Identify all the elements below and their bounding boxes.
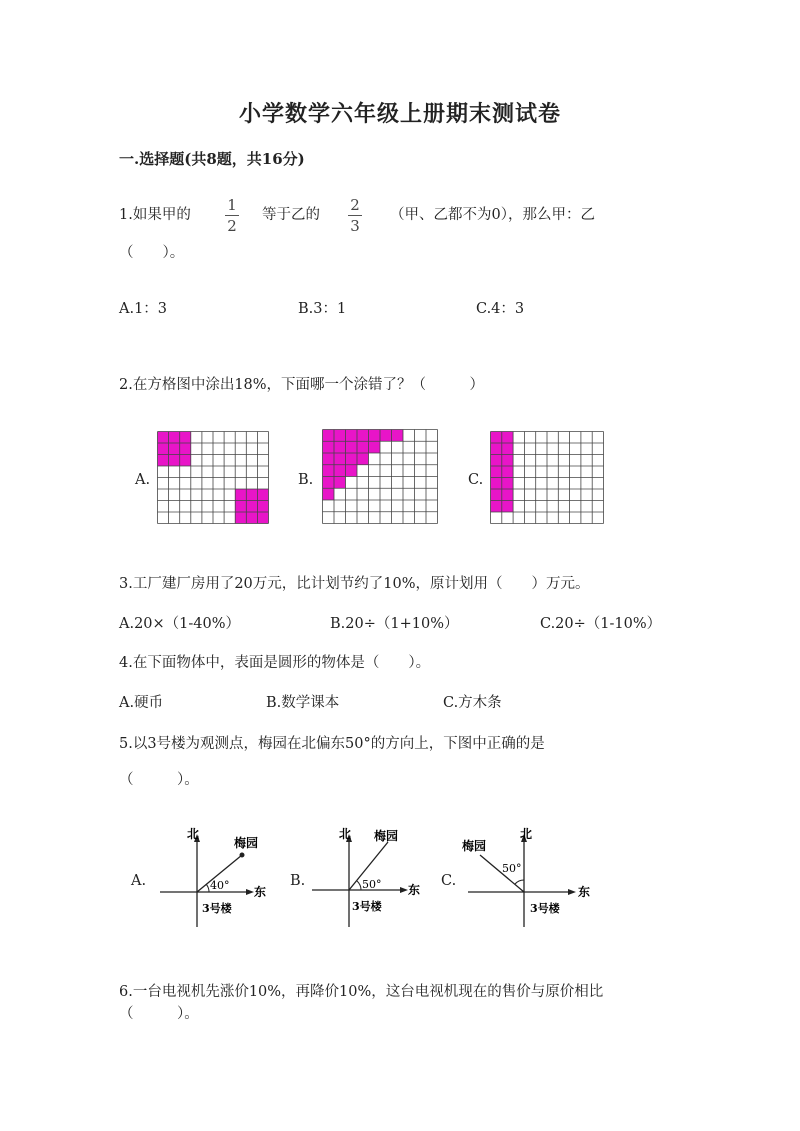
grid-cell-filled bbox=[323, 453, 335, 465]
grid-cell-filled bbox=[357, 441, 369, 453]
q1-frac2-numerator: 2 bbox=[350, 196, 360, 214]
q1-blank: （ ）。 bbox=[119, 245, 185, 261]
grid-cell-filled bbox=[257, 512, 268, 524]
q1-fraction-2 bbox=[348, 196, 362, 235]
q5c-garden-label: 梅园 bbox=[462, 839, 487, 853]
grid-cell-filled bbox=[235, 489, 246, 501]
grid-cell-filled bbox=[346, 453, 358, 465]
grid-cell-filled bbox=[169, 432, 180, 444]
grid-cell-filled bbox=[180, 455, 191, 467]
q5b-building-label: 3号楼 bbox=[352, 900, 382, 913]
q5-label-c[interactable]: C. bbox=[441, 873, 457, 889]
grid-cell-filled bbox=[491, 432, 502, 444]
grid-cell-filled bbox=[323, 441, 335, 453]
q3-option-b[interactable]: B.20÷（1+10%） bbox=[330, 616, 459, 632]
q2-grid-a bbox=[157, 431, 269, 524]
grid-cell-filled bbox=[502, 443, 513, 455]
q3-option-c[interactable]: C.20÷（1-10%） bbox=[540, 616, 662, 632]
grid-cell-filled bbox=[369, 441, 381, 453]
q5-label-a[interactable]: A. bbox=[131, 873, 147, 889]
section-heading: 一.选择题(共8题，共16分) bbox=[119, 150, 305, 168]
q1-middle: 等于乙的 bbox=[262, 207, 320, 223]
grid-cell-filled bbox=[169, 455, 180, 467]
q5b-garden-label: 梅园 bbox=[374, 829, 399, 843]
grid-cell-filled bbox=[334, 430, 346, 442]
q3-option-a[interactable]: A.20×（1-40%） bbox=[119, 616, 241, 632]
grid-cell-filled bbox=[158, 432, 169, 444]
grid-cell-filled bbox=[392, 430, 404, 442]
q5c-angle-label: 50° bbox=[502, 862, 522, 875]
q1-option-b[interactable]: B.3：1 bbox=[298, 301, 347, 317]
q5c-north-label: 北 bbox=[520, 827, 533, 841]
q1-frac1-numerator: 1 bbox=[227, 196, 237, 214]
q5b-east-label: 东 bbox=[408, 883, 421, 897]
grid-cell-filled bbox=[502, 432, 513, 444]
page-title: 小学数学六年级上册期末测试卷 bbox=[238, 101, 561, 127]
grid-cell-filled bbox=[323, 430, 335, 442]
grid-cell-filled bbox=[502, 455, 513, 467]
grid-cell-filled bbox=[180, 432, 191, 444]
grid-cell-filled bbox=[246, 489, 257, 501]
grid-cell-filled bbox=[357, 453, 369, 465]
q1-frac1-denominator: 2 bbox=[227, 217, 237, 235]
grid-cell-filled bbox=[357, 430, 369, 442]
q2-text: 2.在方格图中涂出18%，下面哪一个涂错了？（ ） bbox=[119, 377, 485, 393]
q1-suffix: （甲、乙都不为0），那么甲：乙 bbox=[390, 207, 595, 223]
grid-cell-filled bbox=[246, 512, 257, 524]
q3-text: 3.工厂建厂房用了20万元，比计划节约了10%，原计划用（ ）万元。 bbox=[119, 576, 590, 592]
q4-option-c[interactable]: C.方木条 bbox=[443, 695, 502, 711]
grid-cell-filled bbox=[502, 466, 513, 478]
q4-text: 4.在下面物体中，表面是圆形的物体是（ ）。 bbox=[119, 655, 431, 671]
grid-cell-filled bbox=[380, 430, 392, 442]
grid-cell-filled bbox=[323, 465, 335, 477]
q2-grid-c bbox=[490, 431, 604, 524]
grid-cell-filled bbox=[334, 465, 346, 477]
q2-label-a[interactable]: A. bbox=[135, 472, 151, 488]
q1-frac2-denominator: 3 bbox=[350, 217, 360, 235]
grid-cell-filled bbox=[502, 501, 513, 513]
q5-diagram-a bbox=[150, 822, 280, 932]
q1-prefix: 1.如果甲的 bbox=[119, 207, 191, 223]
q4-option-b[interactable]: B.数学课本 bbox=[266, 695, 340, 711]
grid-cell-filled bbox=[246, 501, 257, 513]
grid-cell-filled bbox=[323, 488, 335, 500]
grid-cell-filled bbox=[158, 443, 169, 455]
q2-grid-b bbox=[322, 429, 438, 524]
grid-cell-filled bbox=[235, 512, 246, 524]
q2-label-b[interactable]: B. bbox=[298, 472, 314, 488]
grid-cell-filled bbox=[346, 465, 358, 477]
grid-cell-filled bbox=[257, 489, 268, 501]
grid-cell-filled bbox=[491, 455, 502, 467]
q5a-angle-label: 40° bbox=[210, 879, 230, 892]
q1-option-c[interactable]: C.4：3 bbox=[476, 301, 525, 317]
q1-option-a[interactable]: A.1：3 bbox=[119, 301, 168, 317]
q5a-garden-label: 梅园 bbox=[234, 836, 259, 850]
q5b-angle-label: 50° bbox=[362, 878, 382, 891]
q1-fraction-1 bbox=[225, 196, 239, 235]
q5c-east-label: 东 bbox=[578, 885, 591, 899]
grid-cell-filled bbox=[369, 430, 381, 442]
grid-cell-filled bbox=[346, 430, 358, 442]
grid-cell-filled bbox=[491, 466, 502, 478]
q5a-east-label: 东 bbox=[254, 885, 267, 899]
q5-blank: （ ）。 bbox=[119, 772, 199, 788]
grid-cell-filled bbox=[158, 455, 169, 467]
grid-cell-filled bbox=[491, 489, 502, 501]
grid-cell-filled bbox=[334, 477, 346, 489]
q5a-building-label: 3号楼 bbox=[202, 902, 232, 915]
grid-cell-filled bbox=[235, 501, 246, 513]
q5-text: 5.以3号楼为观测点，梅园在北偏东50°的方向上，下图中正确的是 bbox=[119, 736, 545, 752]
q5b-north-label: 北 bbox=[339, 827, 352, 841]
q5-diagram-b bbox=[302, 822, 432, 932]
q5a-north-label: 北 bbox=[187, 827, 200, 841]
grid-cell-filled bbox=[502, 478, 513, 490]
q5-diagram-c bbox=[458, 822, 598, 932]
q5c-building-label: 3号楼 bbox=[530, 902, 560, 915]
grid-cell-filled bbox=[323, 477, 335, 489]
grid-cell-filled bbox=[257, 501, 268, 513]
q6-text: 6.一台电视机先涨价10%，再降价10%，这台电视机现在的售价与原价相比 bbox=[119, 984, 604, 1000]
grid-cell-filled bbox=[346, 441, 358, 453]
grid-cell-filled bbox=[334, 441, 346, 453]
grid-cell-filled bbox=[502, 489, 513, 501]
q2-label-c[interactable]: C. bbox=[468, 472, 484, 488]
grid-cell-filled bbox=[169, 443, 180, 455]
q5-label-b[interactable]: B. bbox=[290, 873, 306, 889]
grid-cell-filled bbox=[491, 478, 502, 490]
q4-option-a[interactable]: A.硬币 bbox=[119, 695, 164, 711]
q6-blank: （ ）。 bbox=[119, 1006, 199, 1022]
grid-cell-filled bbox=[491, 443, 502, 455]
grid-cell-filled bbox=[491, 501, 502, 513]
grid-cell-filled bbox=[334, 453, 346, 465]
grid-cell-filled bbox=[180, 443, 191, 455]
